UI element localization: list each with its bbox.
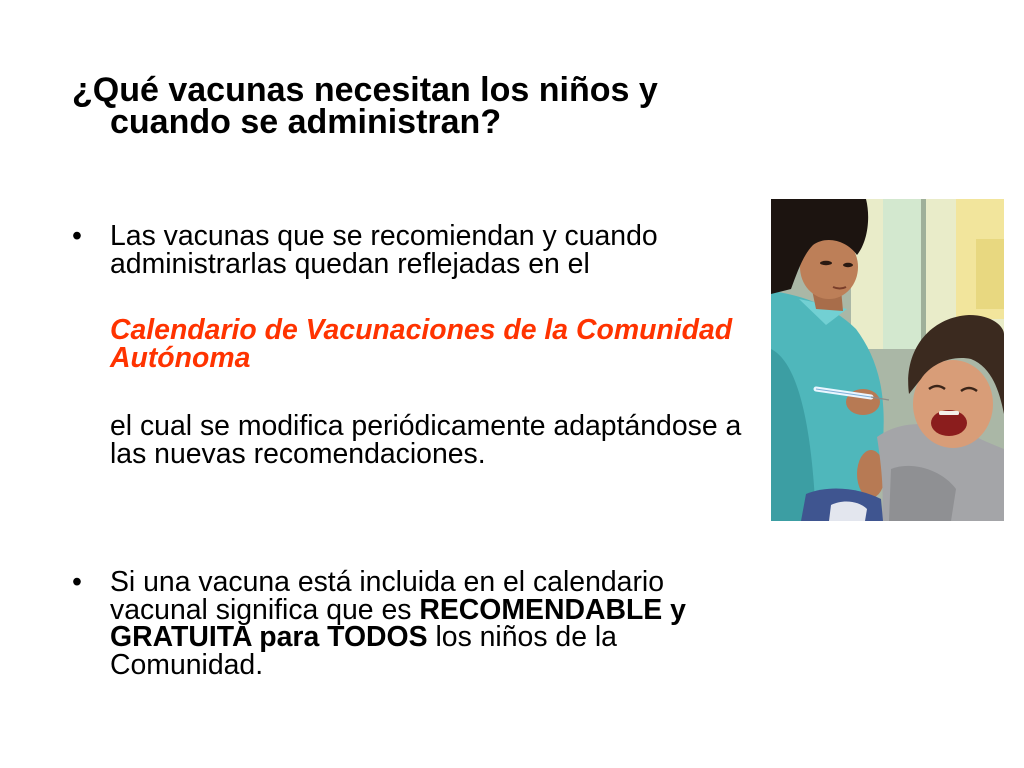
bullet-item-free-vaccines [72, 566, 755, 682]
bullet-followup-text: el cual se modifica periódicamente adaptándose a las nuevas recomendaciones. [110, 410, 742, 470]
bullet-marker: • [72, 566, 82, 598]
bullet-marker: • [72, 220, 82, 252]
nurse-eye [843, 263, 853, 267]
text-segment: Si una vacuna está incluida en el calendario vacunal significa que es [110, 566, 664, 626]
emphasis-text: RECOMENDABLE y GRATUITA para TODOS [110, 593, 686, 654]
vaccination-photo [771, 199, 1004, 521]
bullet-item-calendar [72, 220, 755, 493]
nurse-eye [820, 261, 832, 265]
calendar-highlight-text: Calendario de Vacunaciones de la Comunidad Autónoma [110, 314, 733, 374]
bullet-free-vaccines-text [110, 566, 755, 682]
slide-title: ¿Qué vacunas necesitan los niños y cuando se administran? [72, 71, 658, 141]
text-segment: los niños de la Comunidad. [110, 621, 617, 682]
bullet-intro-text: Las vacunas que se recomiendan y cuando administrarlas quedan reflejadas en el [110, 220, 658, 280]
child-teeth [939, 411, 959, 415]
